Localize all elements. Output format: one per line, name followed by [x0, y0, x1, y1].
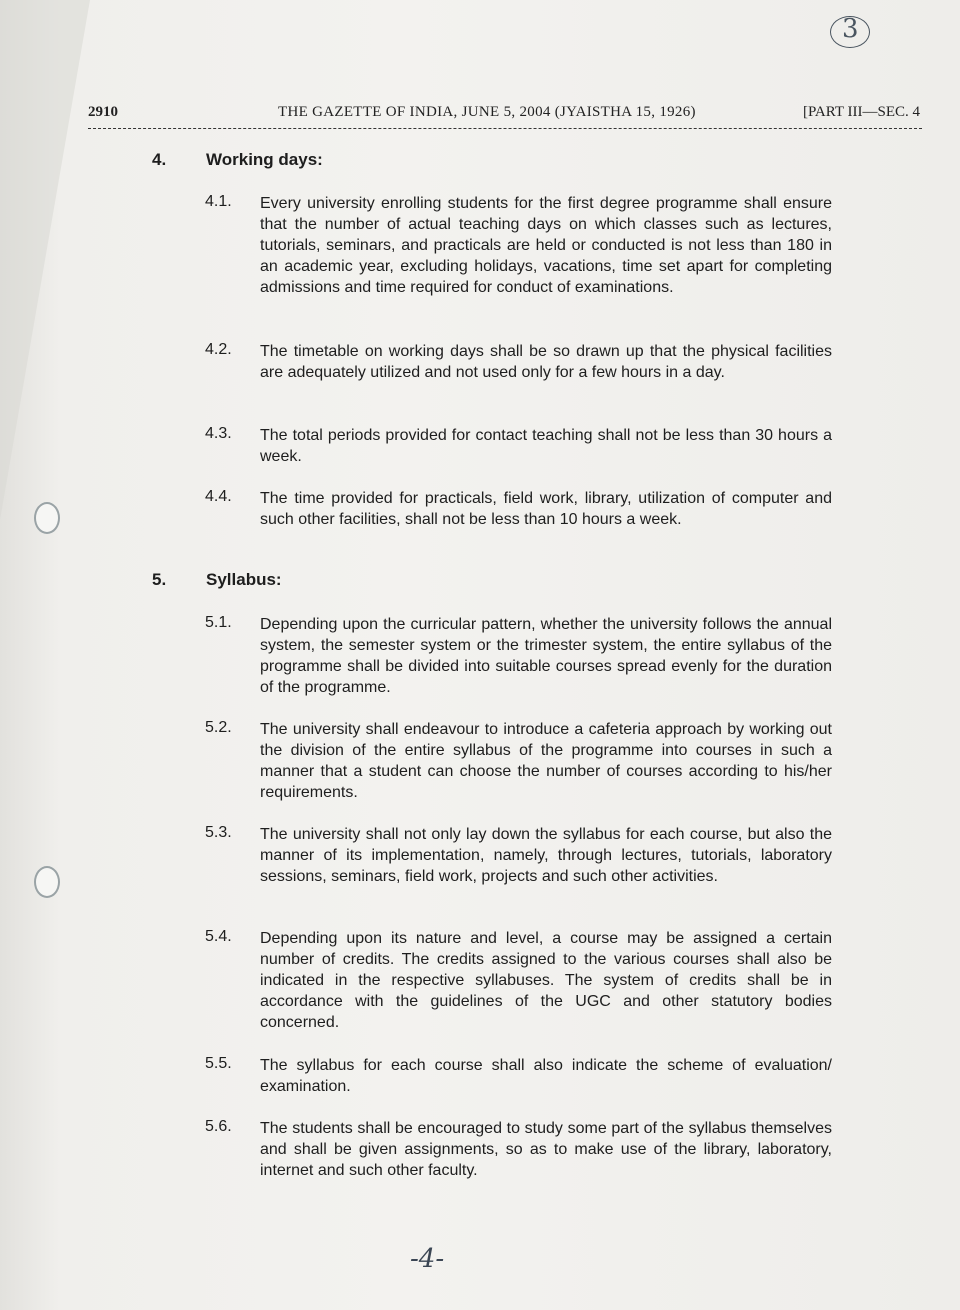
handwritten-page-mark: 3 [836, 14, 853, 44]
punch-hole [34, 866, 60, 898]
section-title: Working days: [206, 150, 323, 169]
clause-number: 4.2. [205, 341, 232, 358]
clause-number: 5.1. [205, 614, 232, 631]
header-title: THE GAZETTE OF INDIA, JUNE 5, 2004 (JYAISTHA 15, 1926) [278, 104, 696, 120]
clause-number: 5.5. [205, 1055, 232, 1072]
clause-text: Every university enrolling students for the first degree programme shall ensure that the number of actual teaching days on which classes such as lectures, tutorials, seminars, and practicals are held or conducted is not less than 180 in an academic year, excluding holidays, vacations, time set apart for completing admissions and time required for conduct of examinations. [260, 195, 832, 296]
header-part: [PART III—SEC. 4 [802, 104, 920, 120]
clause-text: Depending upon the curricular pattern, whether the university follows the annual system, the semester system or the trimester system, the entire syllabus of the programme shall be divided into suitable courses spread evenly for the duration of the programme. [260, 616, 832, 696]
section-number: 5. [152, 570, 167, 589]
clause-number: 4.1. [205, 193, 232, 210]
clause-text: The university shall not only lay down the syllabus for each course, but also the manner of its implementation, namely, through lectures, tutorials, laboratory sessions, seminars, field work, projects and such other activities. [260, 826, 832, 885]
handwritten-footer-mark: -4- [410, 1244, 445, 1274]
clause-text: The timetable on working days shall be so drawn up that the physical facilities are adequately utilized and not used only for a few hours in a day. [260, 343, 832, 381]
gazette-header [88, 104, 920, 126]
clause-number: 4.4. [205, 488, 232, 505]
header-rule [88, 128, 922, 129]
clause-text: Depending upon its nature and level, a course may be assigned a certain number of credits. The credits assigned to the various courses shall also be indicated in the respective syllabuses. The system of credits shall be in accordance with the guidelines of the UGC and other statutory bodies concerned. [260, 930, 832, 1031]
punch-hole [34, 502, 60, 534]
clause-text: The university shall endeavour to introduce a cafeteria approach by working out the division of the entire syllabus of the programme into courses in such a manner that a student can choose the number of courses according to his/her requirements. [260, 721, 832, 801]
clause-number: 5.2. [205, 719, 232, 736]
clause-number: 5.4. [205, 928, 232, 945]
clause-number: 4.3. [205, 425, 232, 442]
clause-text: The total periods provided for contact teaching shall not be less than 30 hours a week. [260, 427, 832, 465]
clause-text: The students shall be encouraged to study some part of the syllabus themselves and shall be given assignments, so as to make use of the library, laboratory, internet and such other faculty. [260, 1120, 832, 1179]
clause-number: 5.3. [205, 824, 232, 841]
section-title: Syllabus: [206, 570, 282, 589]
clause-text: The syllabus for each course shall also indicate the scheme of evaluation/ examination. [260, 1057, 832, 1095]
section-number: 4. [152, 150, 167, 169]
header-page-number: 2910 [88, 104, 118, 120]
clause-text: The time provided for practicals, field work, library, utilization of computer and such other facilities, shall not be less than 10 hours a week. [260, 490, 832, 528]
clause-number: 5.6. [205, 1118, 232, 1135]
page-fold-shadow [0, 0, 90, 520]
